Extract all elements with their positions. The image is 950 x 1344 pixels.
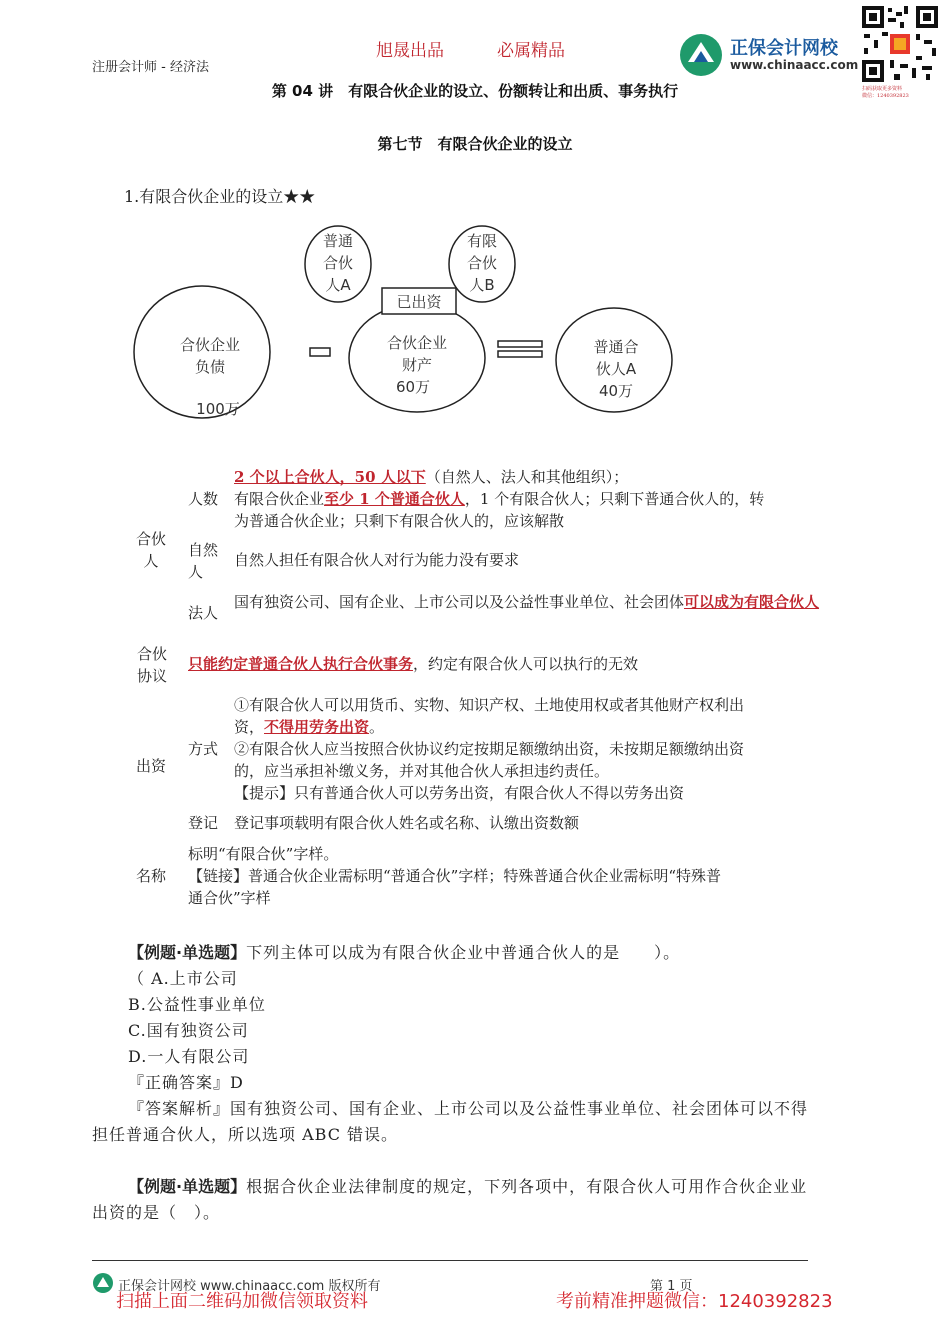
example2-question — [128, 1174, 868, 1200]
method-1b: 资， — [234, 718, 265, 736]
example1-option-c: C.国有独资公司 — [128, 1021, 249, 1040]
example1-question — [128, 940, 868, 966]
gp-line-3: 人A — [325, 276, 351, 294]
name-line-3: 通合伙”字样 — [188, 889, 271, 907]
footer-page: 第 1 页 — [650, 1279, 693, 1294]
equals-top — [498, 341, 542, 347]
debt-line-1: 合伙企业 — [179, 336, 241, 354]
property-amount: 60万 — [395, 378, 431, 396]
gp-result-line-2: 伙人A — [595, 360, 637, 378]
example2-text-2: 出资的是（ ）。 — [92, 1203, 221, 1222]
count-label: 人数 — [188, 490, 219, 508]
logo-icon — [678, 32, 724, 78]
debt-line-2: 负债 — [194, 358, 226, 376]
method-2b: 的，应当承担补缴义务，并对其他合伙人承担违约责任。 — [234, 762, 610, 780]
lecture-title: 第 04 讲 有限合伙企业的设立、份额转让和出质、事务执行 — [271, 82, 679, 100]
footer-logo-icon — [92, 1272, 114, 1294]
method-cell — [234, 694, 834, 804]
example2-text-1: 根据合伙企业法律制度的规定，下列各项中，有限合伙人可用作合伙企业业 — [246, 1177, 808, 1196]
agreement-red: 只能约定普通合伙人执行合伙事务 — [188, 655, 414, 673]
example1-text: 下列主体可以成为有限合伙企业中普通合伙人的是 ）。 — [246, 943, 681, 962]
example1-analysis-2: 担任普通合伙人，所以选项 ABC 错误。 — [92, 1125, 399, 1144]
property-line-1: 合伙企业 — [386, 334, 448, 352]
gp-result-amount: 40万 — [598, 382, 634, 400]
qr-caption-1: 扫码获取更多资料 — [862, 86, 903, 92]
legal-cell — [234, 591, 834, 613]
lp-line-2: 合伙 — [466, 254, 498, 272]
equals-bottom — [498, 351, 542, 357]
partner-group-label: 合伙人 — [136, 530, 167, 570]
agreement-label: 合伙协议 — [136, 645, 167, 685]
logo-url: www.chinaacc.com — [730, 58, 859, 72]
qr-caption-2: 微信：1240392823 — [862, 93, 909, 99]
slogan-2: 必属精品 — [497, 41, 565, 61]
agreement-cell — [188, 653, 638, 675]
course-label: 注册会计师 - 经济法 — [92, 60, 209, 75]
natural-text: 自然人担任有限合伙人对行为能力没有要求 — [234, 551, 520, 569]
logo[interactable] — [678, 32, 858, 78]
slogan-1: 旭晟出品 — [376, 41, 444, 61]
count-line2-red: 至少 1 个普通合伙人 — [324, 490, 465, 508]
count-line2-a: 有限合伙企业 — [234, 490, 325, 508]
legal-label: 法人 — [188, 604, 219, 622]
example1-option-a: （ A.上市公司 — [128, 969, 238, 988]
legal-red: 可以成为有限合伙人 — [684, 593, 820, 611]
count-tail: （自然人、法人和其他组织）； — [425, 468, 629, 486]
name-line-2: 【链接】普通合伙企业需标明“普通合伙”字样；特殊普通合伙企业需标明“特殊普 — [188, 867, 722, 885]
qr-code[interactable] — [860, 4, 940, 84]
register-text: 登记事项载明有限合伙人姓名或名称、认缴出资数额 — [234, 814, 580, 832]
contributed-label: 已出资 — [396, 293, 442, 311]
natural-label: 自然人 — [188, 541, 219, 581]
promo-right: 考前精准押题微信：1240392823 — [556, 1291, 833, 1312]
name-line-1: 标明“有限合伙”字样。 — [188, 845, 339, 863]
subsection-title: 1.有限合伙企业的设立★★ — [124, 187, 316, 206]
example1-option-b: B.公益性事业单位 — [128, 995, 266, 1014]
property-line-2: 财产 — [401, 356, 433, 374]
method-label: 方式 — [188, 740, 219, 758]
capital-group-label: 出资 — [136, 757, 167, 775]
register-label: 登记 — [188, 814, 219, 832]
partnership-diagram — [130, 220, 690, 430]
method-1-red: 不得用劳务出资 — [264, 718, 370, 736]
agreement-tail: ，约定有限合伙人可以执行的无效 — [413, 655, 639, 673]
section-title: 第七节 有限合伙企业的设立 — [377, 135, 573, 153]
method-2a: ②有限合伙人应当按照合伙协议约定按期足额缴纳出资，未按期足额缴纳出资 — [234, 740, 745, 758]
example1-tag: 【例题·单选题】 — [128, 943, 247, 962]
lp-line-3: 人B — [469, 276, 495, 294]
debt-amount: 100万 — [196, 400, 240, 418]
footer-divider — [92, 1260, 808, 1261]
method-tip: 【提示】只有普通合伙人可以劳务出资，有限合伙人不得以劳务出资 — [234, 784, 685, 802]
name-label: 名称 — [136, 867, 167, 885]
example1-option-d: D.一人有限公司 — [128, 1047, 250, 1066]
logo-name: 正保会计网校 — [730, 38, 838, 59]
lp-line-1: 有限 — [466, 232, 498, 250]
example1-answer: 『正确答案』D — [128, 1073, 244, 1092]
name-cell — [188, 843, 828, 909]
promo-left: 扫描上面二维码加微信领取资料 — [116, 1291, 368, 1312]
footer-copyright: 正保会计网校 www.chinaacc.com 版权所有 — [118, 1279, 381, 1294]
count-line3: 为普通合伙企业；只剩下有限合伙人的，应该解散 — [234, 512, 565, 530]
legal-text: 国有独资公司、国有企业、上市公司以及公益性事业单位、社会团体 — [234, 593, 685, 611]
gp-line-2: 合伙 — [322, 254, 354, 272]
count-red: 2 个以上合伙人，50 人以下 — [234, 468, 426, 486]
count-line2-b: ，1 个有限合伙人；只剩下普通合伙人的，转 — [464, 490, 765, 508]
gp-line-1: 普通 — [322, 232, 354, 250]
example2-tag: 【例题·单选题】 — [128, 1177, 247, 1196]
example1-analysis-1: 『答案解析』国有独资公司、国有企业、上市公司以及公益性事业单位、社会团体可以不得 — [128, 1099, 809, 1118]
minus-sign — [310, 348, 330, 356]
count-cell — [234, 466, 834, 532]
method-1a: ①有限合伙人可以用货币、实物、知识产权、土地使用权或者其他财产权利出 — [234, 696, 745, 714]
qr-code-icon — [860, 4, 940, 84]
gp-result-line-1: 普通合 — [593, 338, 639, 356]
method-1c: 。 — [369, 718, 385, 736]
